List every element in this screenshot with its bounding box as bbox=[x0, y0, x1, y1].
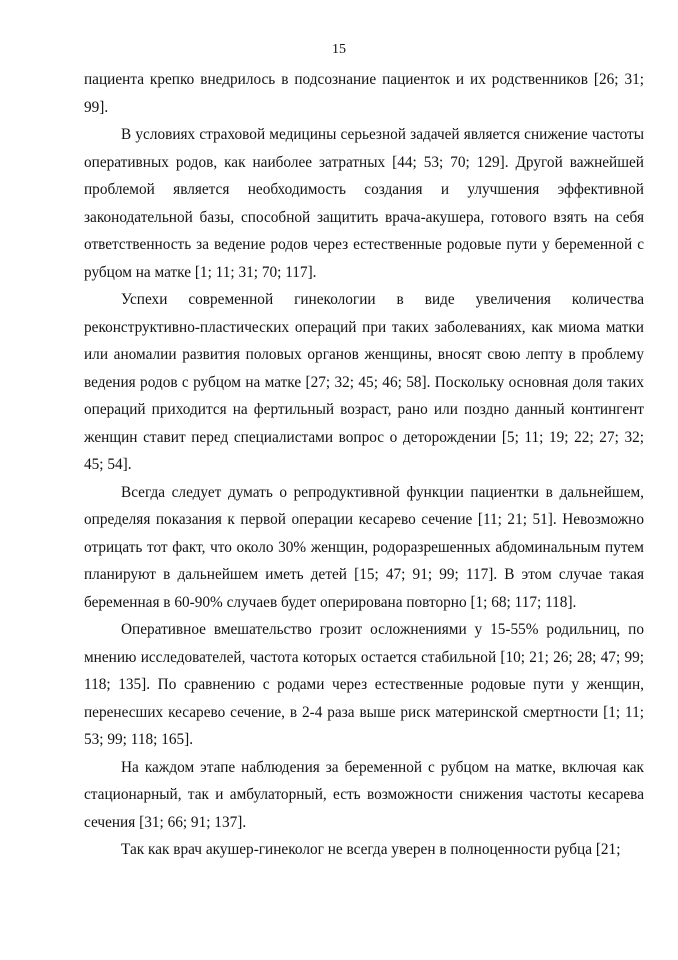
paragraph: Оперативное вмешательство грозит осложнениями у 15-55% родильниц, по мнению исследователей, частота которых остается стабильной [10; 21; 26; 28; 47; 99; 118; 135]. По сравнению с родами через естественные родовые пути у женщин, перенесших кесарево сечение, в 2-4 раза выше риск материнской смертности [1; 11; 53; 99; 118; 165]. bbox=[84, 621, 644, 748]
paragraph-truncated: Так как врач акушер-гинеколог не всегда уверен в полноценности рубца [21; bbox=[121, 841, 621, 858]
page-number: 15 bbox=[332, 42, 346, 57]
page-body bbox=[84, 66, 644, 864]
paragraph: Успехи современной гинекологии в виде увеличения количества реконструктивно-пластических операций при таких заболеваниях, как миома матки или аномалии развития половых органов женщины, вносят свою лепту в проблему ведения родов с рубцом на матке [27; 32; 45; 46; 58]. Поскольку основная доля таких операций приходится на фертильный возраст, рано или поздно данный контингент женщин ставит перед специалистами вопрос о деторождении [5; 11; 19; 22; 27; 32; 45; 54]. bbox=[84, 291, 644, 473]
paragraph: В условиях страховой медицины серьезной задачей является снижение частоты оперативных родов, как наиболее затратных [44; 53; 70; 129]. Другой важнейшей проблемой является необходимость создания и улучшения эффективной законодательной базы, способной защитить врача-акушера, готового взять на себя ответственность за ведение родов через естественные родовые пути у беременной с рубцом на матке [1; 11; 31; 70; 117]. bbox=[84, 126, 644, 281]
paragraph-continuation: пациента крепко внедрилось в подсознание пациенток и их родственников [26; 31; 99]. bbox=[84, 71, 644, 116]
paragraph: Всегда следует думать о репродуктивной функции пациентки в дальнейшем, определяя показания к первой операции кесарево сечение [11; 21; 51]. Невозможно отрицать тот факт, что около 30% женщин, родоразрешенных абдоминальным путем планируют в дальнейшем иметь детей [15; 47; 91; 99; 117]. В этом случае такая беременная в 60-90% случаев будет оперирована повторно [1; 68; 117; 118]. bbox=[84, 483, 644, 611]
paragraph: На каждом этапе наблюдения за беременной с рубцом на матке, включая как стационарный, так и амбулаторный, есть возможности снижения частоты кесарева сечения [31; 66; 91; 137]. bbox=[84, 758, 644, 831]
